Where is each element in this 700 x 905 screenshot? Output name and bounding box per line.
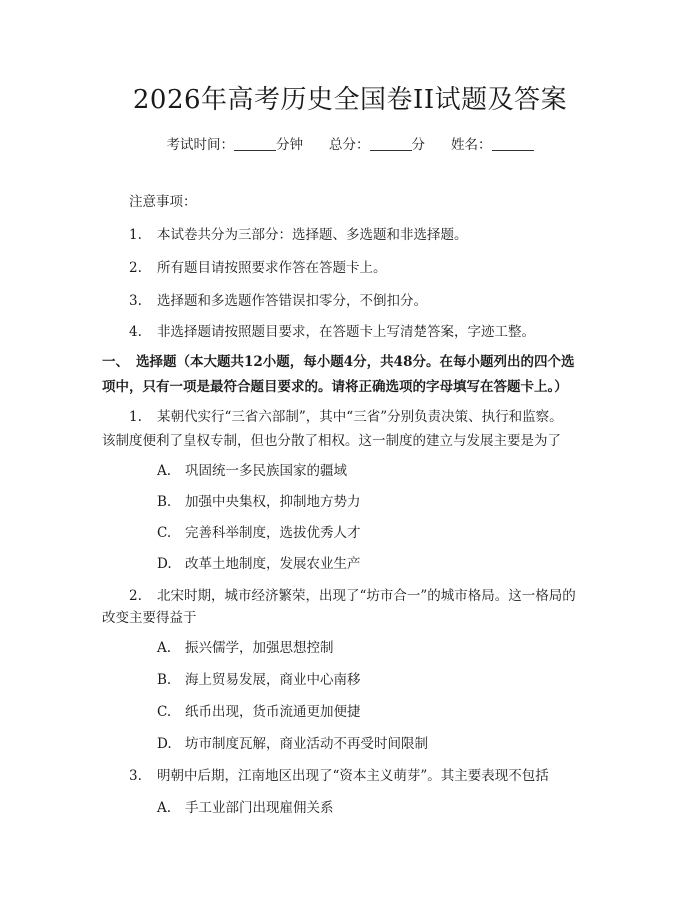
note-item — [129, 320, 535, 340]
option-text: 巩固统一多民族国家的疆域 — [185, 463, 347, 479]
exam-info-line — [0, 133, 700, 153]
option-item — [157, 521, 361, 541]
time-blank — [234, 137, 276, 151]
question-stem-line: 该制度便利了皇权专制，但也分散了相权。这一制度的建立与发展主要是为了 — [102, 433, 561, 449]
section-number: 一、 — [102, 354, 129, 370]
score-unit: 分 — [411, 137, 425, 153]
option-letter: C. — [157, 704, 172, 720]
question-stem-line — [129, 405, 563, 425]
option-item — [157, 459, 347, 479]
note-number: 2. — [129, 260, 142, 276]
time-unit: 分钟 — [276, 137, 303, 153]
option-letter: A. — [157, 463, 172, 479]
option-item — [157, 700, 361, 720]
note-text: 本试卷共分为三部分：选择题、多选题和非选择题。 — [157, 227, 468, 243]
question-stem-line — [129, 584, 576, 604]
option-letter: A. — [157, 800, 172, 816]
note-number: 1. — [129, 227, 142, 243]
question-text: 北宋时期，城市经济繁荣，出现了“坊市合一”的城市格局。这一格局的 — [157, 588, 576, 604]
time-label: 考试时间： — [166, 137, 234, 153]
option-letter: D. — [157, 556, 172, 572]
option-item — [157, 552, 361, 572]
option-item — [157, 732, 428, 752]
question-stem-line — [129, 764, 549, 784]
question-text: 明朝中后期，江南地区出现了“资本主义萌芽”。其主要表现不包括 — [157, 768, 549, 784]
option-letter: B. — [157, 494, 172, 510]
score-label: 总分： — [329, 137, 370, 153]
option-text: 改革土地制度，发展农业生产 — [185, 556, 361, 572]
page-title: 2026年高考历史全国卷II试题及答案 — [132, 85, 568, 115]
section-line-2: 项中，只有一项是最符合题目要求的。请将正确选项的字母填写在答题卡上。） — [102, 379, 568, 395]
option-text: 纸币出现，货币流通更加便捷 — [185, 704, 361, 720]
note-item — [129, 256, 387, 276]
note-item — [129, 223, 468, 243]
option-letter: B. — [157, 672, 172, 688]
option-item — [157, 668, 361, 688]
question-number: 1. — [129, 409, 142, 425]
option-item — [157, 636, 334, 656]
name-label: 姓名： — [451, 137, 492, 153]
option-text: 加强中央集权，抑制地方势力 — [185, 494, 361, 510]
question-stem-line: 改变主要得益于 — [102, 610, 197, 626]
option-letter: C. — [157, 525, 172, 541]
option-item — [157, 796, 334, 816]
note-text: 非选择题请按照题目要求，在答题卡上写清楚答案，字迹工整。 — [157, 324, 535, 340]
notes-heading: 注意事项： — [129, 194, 197, 210]
note-number: 3. — [129, 293, 142, 309]
option-text: 振兴儒学，加强思想控制 — [185, 640, 334, 656]
question-text: 某朝代实行“三省六部制”，其中“三省”分别负责决策、执行和监察。 — [157, 409, 563, 425]
question-number: 2. — [129, 588, 142, 604]
note-number: 4. — [129, 324, 142, 340]
name-blank — [492, 137, 534, 151]
option-text: 坊市制度瓦解，商业活动不再受时间限制 — [185, 736, 428, 752]
option-text: 完善科举制度，选拔优秀人才 — [185, 525, 361, 541]
question-number: 3. — [129, 768, 142, 784]
option-letter: A. — [157, 640, 172, 656]
option-text: 海上贸易发展，商业中心南移 — [185, 672, 361, 688]
option-item — [157, 490, 361, 510]
note-item — [129, 289, 427, 309]
option-letter: D. — [157, 736, 172, 752]
option-text: 手工业部门出现雇佣关系 — [185, 800, 334, 816]
section-line-1: 选择题（本大题共12小题，每小题4分，共48分。在每小题列出的四个选 — [136, 354, 575, 370]
note-text: 选择题和多选题作答错误扣零分，不倒扣分。 — [157, 293, 427, 309]
score-blank — [370, 137, 412, 151]
section-heading — [102, 350, 574, 370]
note-text: 所有题目请按照要求作答在答题卡上。 — [157, 260, 387, 276]
